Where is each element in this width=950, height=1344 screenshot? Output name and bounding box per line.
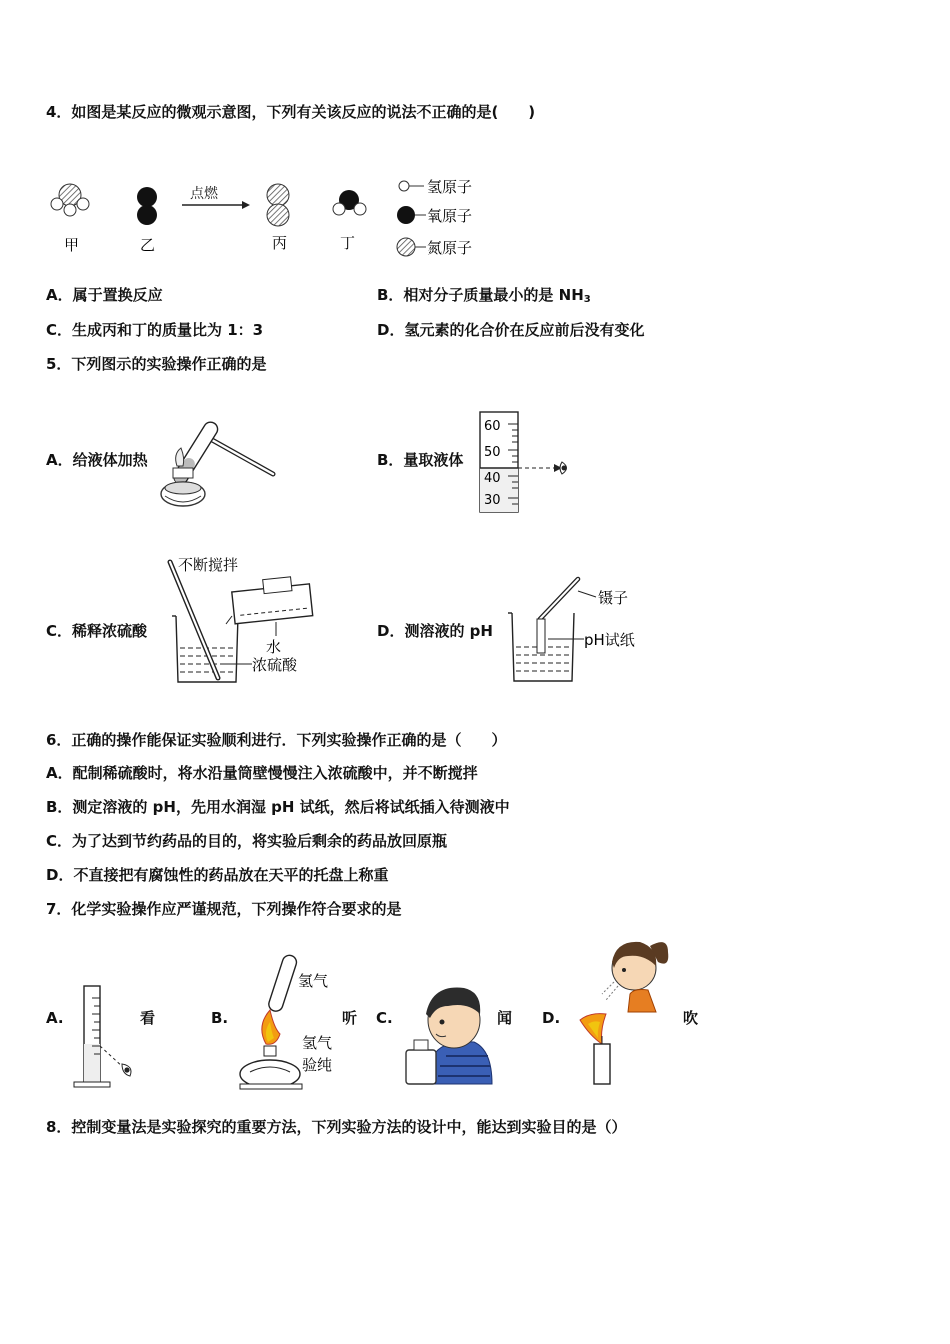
cylinder-reading-figure: [72, 984, 144, 1090]
q4-option-d: D．氢元素的化合价在反应前后没有变化: [377, 321, 645, 339]
oxygen-molecule: [137, 187, 157, 225]
q5-stem: 5．下列图示的实验操作正确的是: [46, 355, 267, 373]
q7-option-a-word: 看: [140, 1009, 156, 1027]
q6-option-c: C．为了达到节约药品的目的，将实验后剩余的药品放回原瓶: [46, 832, 448, 850]
water-molecule: [333, 190, 366, 215]
legend-hydrogen: 氢原子: [427, 178, 473, 196]
blowing-candle-figure: [572, 932, 682, 1088]
ph-test-figure: [504, 575, 649, 687]
q8-stem: 8．控制变量法是实验探究的重要方法，下列实验方法的设计中，能达到实验目的是（）: [46, 1118, 627, 1136]
label-bing: 丙: [272, 234, 288, 252]
q4-option-b-subscript: 3: [583, 294, 591, 305]
ph-paper-label: pH试纸: [584, 631, 635, 649]
nitrogen-molecule: [267, 184, 289, 226]
q5-option-a: A．给液体加热: [46, 451, 148, 469]
label-yi: 乙: [140, 236, 156, 254]
q5-option-d: D．测溶液的 pH: [377, 622, 493, 640]
dilute-acid-figure: [160, 552, 320, 686]
tick-60: 60: [484, 419, 501, 434]
tweezers-label: 镊子: [598, 589, 629, 607]
q7-option-c-letter: C.: [376, 1009, 393, 1027]
q7-option-a-letter: A.: [46, 1009, 64, 1027]
q4-stem: 4．如图是某反应的微观示意图，下列有关该反应的说法不正确的是( ): [46, 103, 536, 121]
q7-option-b-word: 听: [342, 1009, 358, 1027]
arrow-label: 点燃: [190, 186, 218, 202]
q5-option-b: B．量取液体: [377, 451, 464, 469]
heating-liquid-figure: [155, 396, 285, 514]
tick-30: 30: [484, 493, 501, 508]
hydrogen-purity-figure: [236, 952, 348, 1090]
q7-stem: 7．化学实验操作应严谨规范，下列操作符合要求的是: [46, 900, 402, 918]
q4-option-b-text: B．相对分子质量最小的是 NH: [377, 286, 584, 304]
q6-option-b: B．测定溶液的 pH，先用水润湿 pH 试纸，然后将试纸插入待测液中: [46, 798, 510, 816]
water-label: 水: [266, 638, 282, 656]
acid-label: 浓硫酸: [252, 656, 298, 674]
ammonia-molecule: [51, 184, 89, 216]
legend-nitrogen: 氮原子: [427, 239, 473, 257]
tick-40: 40: [484, 471, 501, 486]
tick-50: 50: [484, 445, 501, 460]
q4-option-a: A．属于置换反应: [46, 286, 163, 304]
q7-option-b-letter: B.: [211, 1009, 229, 1027]
graduated-cylinder-figure: [474, 410, 584, 516]
q4-option-b: [377, 285, 591, 310]
stir-label: 不断搅拌: [178, 556, 239, 574]
q6-stem: 6．正确的操作能保证实验顺利进行．下列实验操作正确的是（ ）: [46, 731, 507, 749]
q7-option-d-letter: D.: [542, 1009, 561, 1027]
hydrogen-check-label-1: 氢气: [302, 1034, 333, 1052]
hydrogen-label: 氢气: [298, 972, 329, 990]
legend-oxygen: 氧原子: [427, 207, 473, 225]
label-ding: 丁: [340, 234, 356, 252]
q4-reaction-diagram: [40, 170, 510, 270]
q7-option-c-word: 闻: [497, 1009, 513, 1027]
q7-option-d-word: 吹: [683, 1009, 699, 1027]
q6-option-a: A．配制稀硫酸时，将水沿量筒壁慢慢注入浓硫酸中，并不断搅拌: [46, 764, 478, 782]
label-jia: 甲: [64, 236, 80, 254]
q5-option-c: C．稀释浓硫酸: [46, 622, 148, 640]
hydrogen-check-label-2: 验纯: [302, 1056, 333, 1074]
smelling-figure: [402, 980, 494, 1088]
q6-option-d: D．不直接把有腐蚀性的药品放在天平的托盘上称重: [46, 866, 389, 884]
atom-legend: [397, 178, 472, 257]
q4-option-c: C．生成丙和丁的质量比为 1：3: [46, 321, 264, 339]
